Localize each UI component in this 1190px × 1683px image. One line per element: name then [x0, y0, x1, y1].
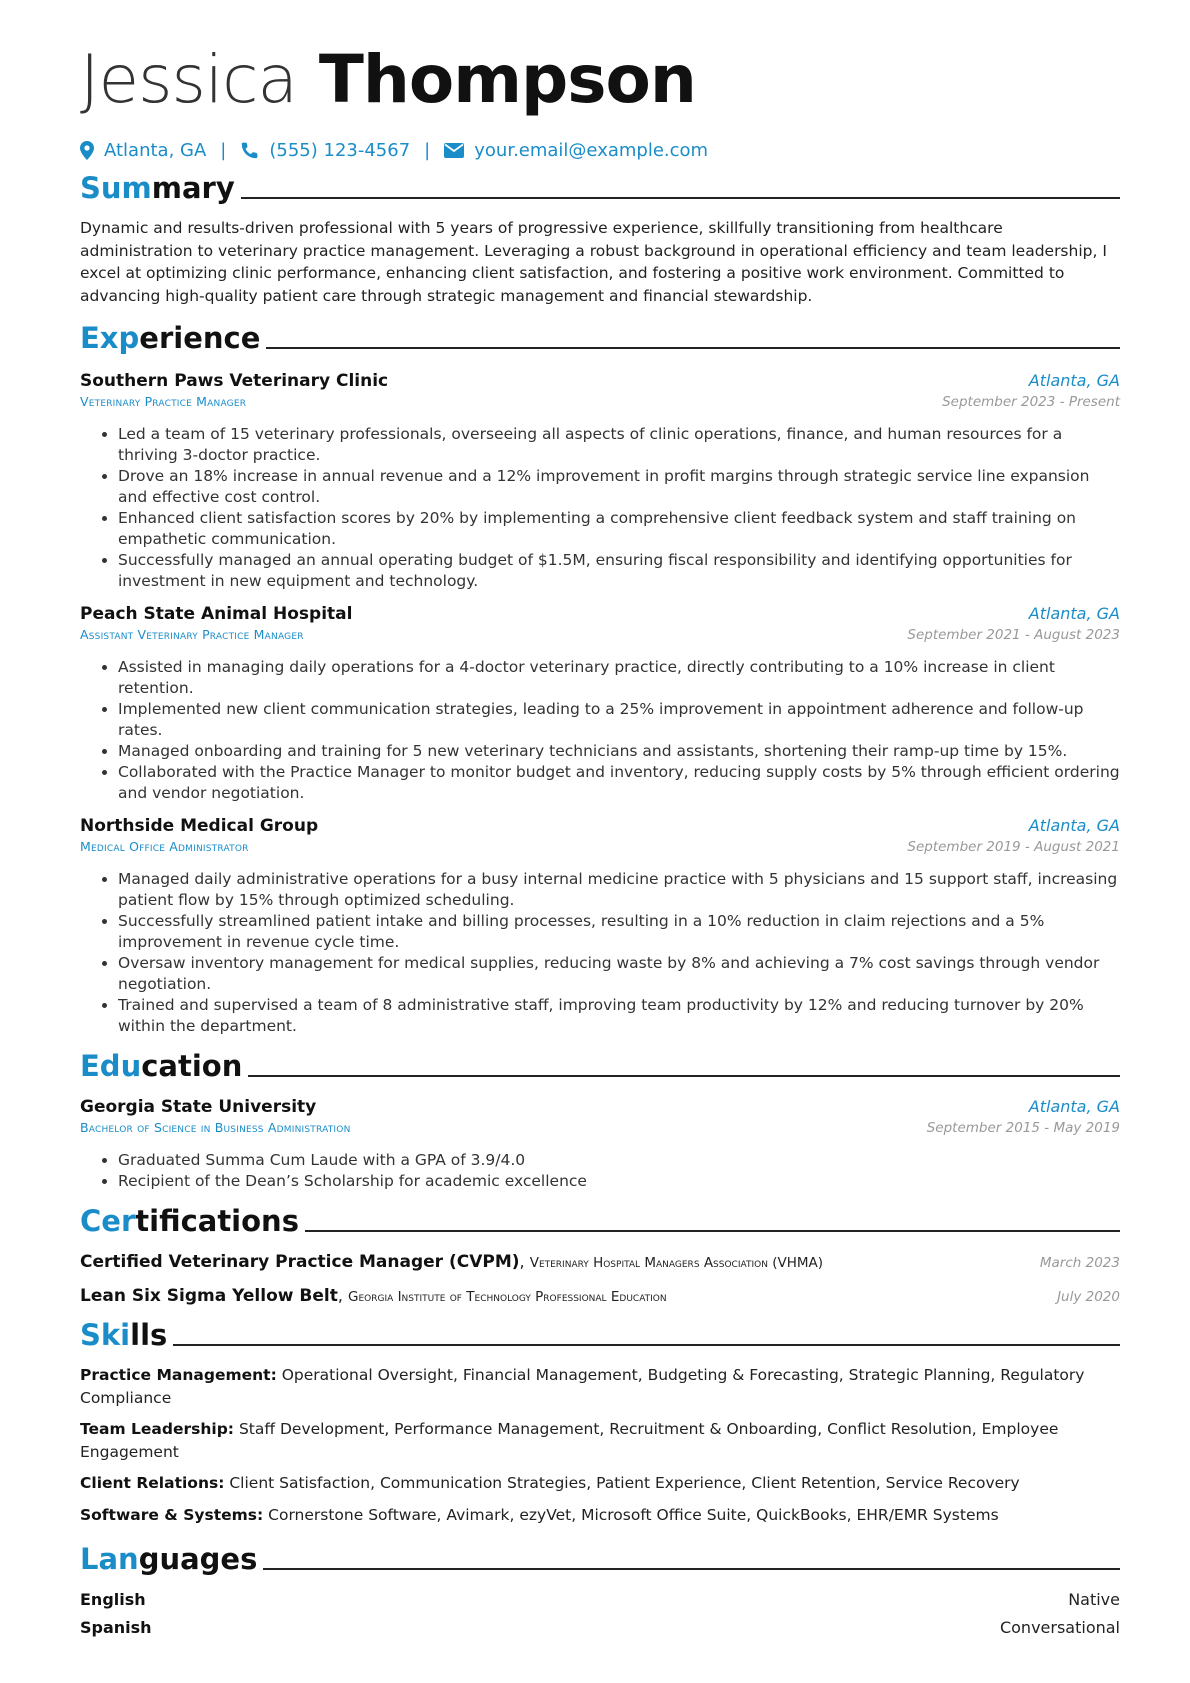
list-item: • Collaborated with the Practice Manager to monitor budget and inventory, reducing supply costs by 5% through efficient ordering and vendor negotiation. — [118, 762, 1120, 804]
candidate-name — [80, 38, 1120, 122]
section-rule — [241, 197, 1120, 199]
entry-location: Atlanta, GA — [1028, 1097, 1120, 1116]
email-link[interactable]: your.email@example.com — [474, 140, 709, 161]
entry-dates: September 2015 - May 2019 — [926, 1120, 1120, 1136]
contact-email[interactable] — [444, 140, 708, 161]
bullet-list — [80, 869, 1120, 1037]
section-rule — [173, 1344, 1120, 1346]
skill-row — [80, 1364, 1120, 1409]
section-rule — [266, 347, 1120, 349]
skill-label: Team Leadership: — [80, 1420, 235, 1438]
certification-date: July 2020 — [1057, 1289, 1120, 1305]
language-row — [80, 1590, 1120, 1609]
summary-text: Dynamic and results-driven professional with 5 years of progressive experience, skillfully transitioning from healthcare administration to veterinary practice management. Leveraging a robust background in operational efficiency and team leadership, I excel at optimizing clinic performance, enhancing client satisfaction, and fostering a positive work environment. Committed to advancing high-quality patient care through strategic management and financial stewardship. — [80, 219, 1107, 305]
section-title: Skills — [80, 1318, 168, 1352]
certification-item: Lean Six Sigma Yellow Belt, Georgia Institute of Technology Professional Education July 2020 — [80, 1286, 1120, 1306]
phone-text: (555) 123-4567 — [269, 140, 411, 161]
certification-date: March 2023 — [1039, 1255, 1120, 1271]
language-level: Native — [1068, 1590, 1120, 1609]
language-name: Spanish — [80, 1618, 152, 1637]
list-item: • Managed daily administrative operations for a busy internal medicine practice with 5 physicians and 15 support staff, increasing patient flow by 15% through optimized scheduling. — [118, 869, 1120, 911]
certification-issuer: Georgia Institute of Technology Professional Education — [348, 1289, 667, 1305]
section-title: Certifications — [80, 1204, 299, 1238]
section-title: Experience — [80, 321, 261, 355]
skill-row — [80, 1472, 1120, 1495]
section-rule — [305, 1230, 1120, 1232]
skill-label: Software & Systems: — [80, 1505, 264, 1524]
list-item: • Drove an 18% increase in annual revenue and a 12% improvement in profit margins through strategic service line expansion and effective cost control. — [118, 466, 1120, 508]
entry-dates: September 2019 - August 2021 — [907, 839, 1120, 855]
entry-location: Atlanta, GA — [1028, 816, 1120, 835]
skill-values: Operational Oversight, Financial Management, Budgeting & Forecasting, Strategic Planning, Regulatory Compliance — [80, 1366, 1085, 1407]
education-entry — [80, 1097, 1120, 1192]
skill-row — [80, 1418, 1120, 1463]
first-name: Jessica — [80, 41, 297, 118]
section-languages — [80, 1542, 1120, 1576]
list-item: • Graduated Summa Cum Laude with a GPA of 3.9/4.0 — [118, 1150, 1120, 1171]
contact-separator: | — [424, 140, 431, 161]
list-item: • Implemented new client communication strategies, leading to a 25% improvement in appointment adherence and follow-up rates. — [118, 699, 1120, 741]
degree: Bachelor of Science in Business Administration — [80, 1120, 351, 1135]
section-education — [80, 1049, 1120, 1083]
map-pin-icon — [80, 141, 94, 160]
contact-separator: | — [220, 140, 227, 161]
certification-name: Certified Veterinary Practice Manager (CVPM) — [80, 1252, 520, 1272]
section-skills — [80, 1318, 1120, 1352]
language-level: Conversational — [999, 1618, 1120, 1637]
section-title: Education — [80, 1049, 243, 1083]
experience-entry — [80, 371, 1120, 592]
job-title: Veterinary Practice Manager — [80, 394, 247, 409]
section-title: Languages — [80, 1542, 258, 1576]
language-name: English — [80, 1590, 146, 1609]
entry-location: Atlanta, GA — [1028, 371, 1120, 390]
bullet-list — [80, 1150, 1120, 1192]
contact-line — [80, 140, 1120, 161]
skill-values: Cornerstone Software, Avimark, ezyVet, Microsoft Office Suite, QuickBooks, EHR/EMR Systems — [268, 1505, 999, 1524]
list-item: • Managed onboarding and training for 5 new veterinary technicians and assistants, shortening their ramp-up time by 15%. — [118, 741, 1120, 762]
skill-values: Client Satisfaction, Communication Strategies, Patient Experience, Client Retention, Service Recovery — [229, 1474, 1020, 1492]
skill-label: Client Relations: — [80, 1474, 225, 1492]
language-row — [80, 1618, 1120, 1637]
envelope-icon — [444, 143, 464, 158]
list-item: • Oversaw inventory management for medical supplies, reducing waste by 8% and achieving a 7% cost savings through vendor negotiation. — [118, 953, 1120, 995]
employer: Peach State Animal Hospital — [80, 604, 353, 624]
section-rule — [248, 1075, 1120, 1077]
entry-location: Atlanta, GA — [1028, 604, 1120, 623]
list-item: • Led a team of 15 veterinary professionals, overseeing all aspects of clinic operations, finance, and human resources for a thriving 3-doctor practice. — [118, 424, 1120, 466]
list-item: • Assisted in managing daily operations for a 4-doctor veterinary practice, directly contributing to a 10% increase in client retention. — [118, 657, 1120, 699]
entry-dates: September 2023 - Present — [942, 394, 1120, 410]
last-name: Thompson — [318, 41, 696, 118]
experience-entry — [80, 604, 1120, 804]
skill-row — [80, 1504, 1120, 1527]
school: Georgia State University — [80, 1097, 317, 1117]
phone-icon — [240, 141, 259, 160]
bullet-list — [80, 657, 1120, 804]
experience-entry — [80, 816, 1120, 1037]
contact-location — [80, 140, 206, 161]
section-title: Summary — [80, 171, 235, 205]
section-experience — [80, 321, 1120, 355]
job-title: Assistant Veterinary Practice Manager — [80, 627, 304, 642]
certification-issuer: Veterinary Hospital Managers Association (VHMA) — [529, 1255, 824, 1271]
list-item: • Successfully streamlined patient intake and billing processes, resulting in a 10% reduction in claim rejections and a 5% improvement in revenue cycle time. — [118, 911, 1120, 953]
entry-dates: September 2021 - August 2023 — [907, 627, 1120, 643]
certification-name: Lean Six Sigma Yellow Belt — [80, 1286, 338, 1306]
section-rule — [263, 1568, 1120, 1570]
section-certifications — [80, 1204, 1120, 1238]
list-item: • Enhanced client satisfaction scores by 20% by implementing a comprehensive client feedback system and staff training on empathetic communication. — [118, 508, 1120, 550]
section-summary — [80, 171, 1120, 205]
list-item: • Trained and supervised a team of 8 administrative staff, improving team productivity by 12% and reducing turnover by 20% within the department. — [118, 995, 1120, 1037]
certification-item: Certified Veterinary Practice Manager (CVPM), Veterinary Hospital Managers Association (VHMA) March 2023 — [80, 1252, 1120, 1272]
location-text: Atlanta, GA — [104, 140, 207, 161]
list-item: • Recipient of the Dean’s Scholarship for academic excellence — [118, 1171, 1120, 1192]
skill-values: Staff Development, Performance Management, Recruitment & Onboarding, Conflict Resolution, Employee Engagement — [80, 1420, 1059, 1461]
employer: Northside Medical Group — [80, 816, 319, 836]
list-item: • Successfully managed an annual operating budget of $1.5M, ensuring fiscal responsibility and identifying opportunities for investment in new equipment and technology. — [118, 550, 1120, 592]
employer: Southern Paws Veterinary Clinic — [80, 371, 389, 391]
contact-phone — [240, 140, 410, 161]
bullet-list — [80, 424, 1120, 592]
skill-label: Practice Management: — [80, 1366, 277, 1384]
job-title: Medical Office Administrator — [80, 839, 249, 854]
